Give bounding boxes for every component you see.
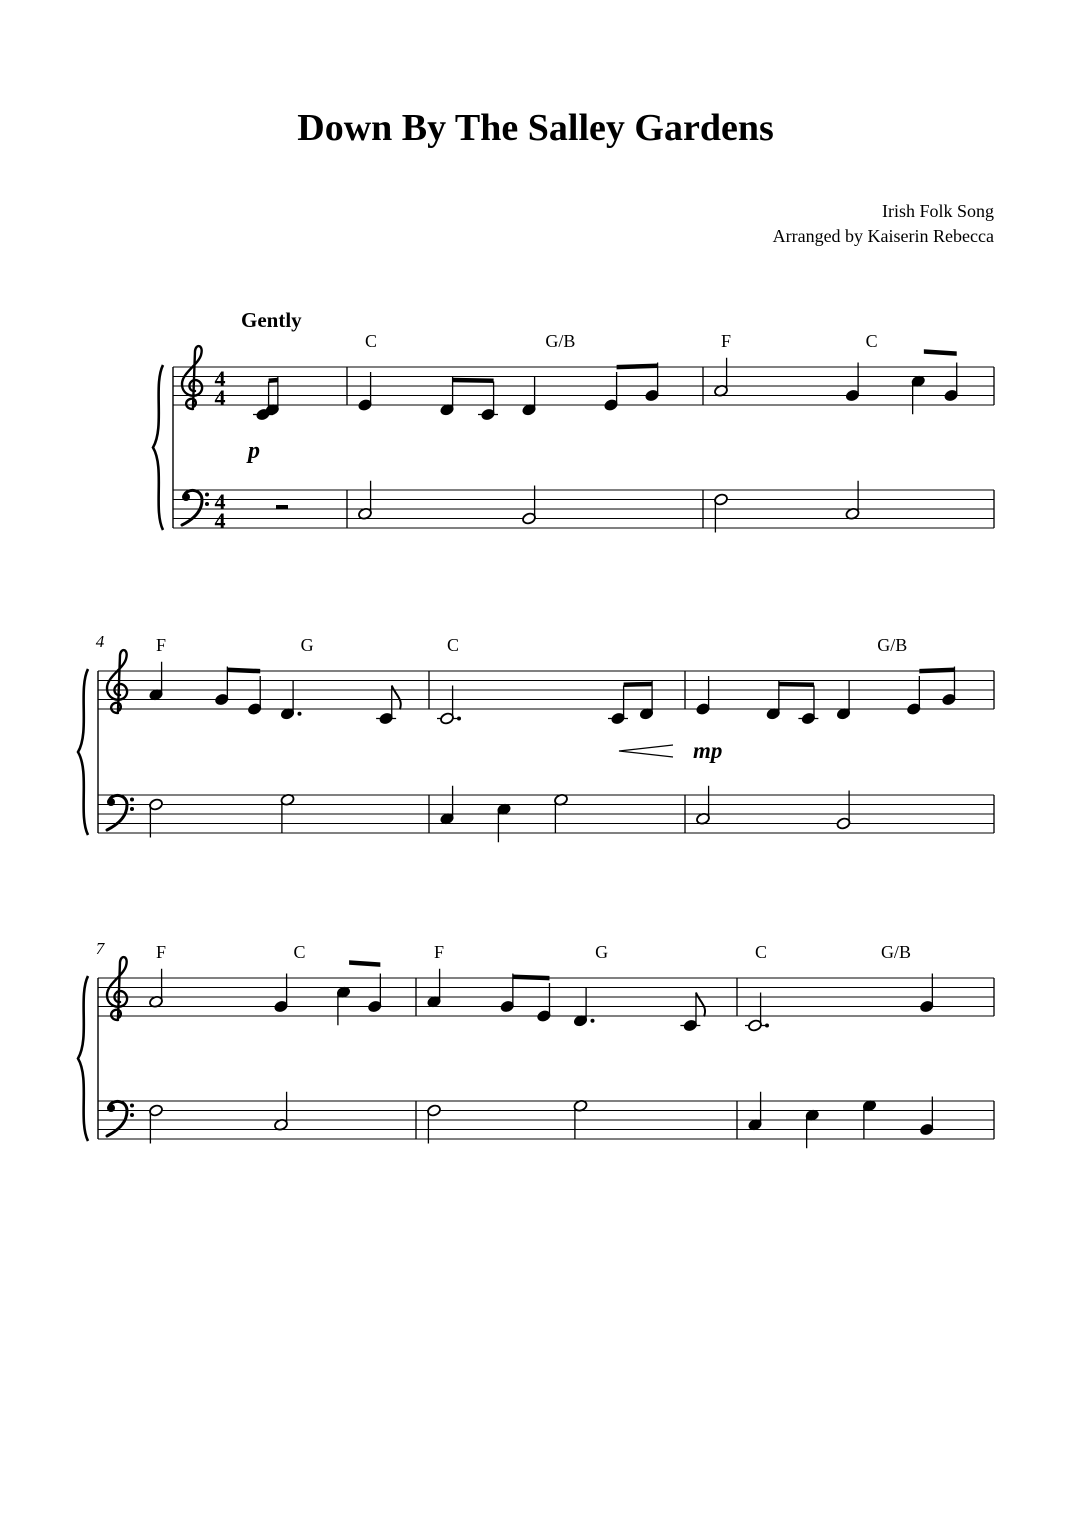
beam: [453, 378, 494, 383]
augmentation-dot: [591, 1019, 595, 1023]
beam: [227, 668, 260, 674]
chord-symbol: G/B: [545, 331, 576, 351]
brace: [153, 365, 163, 530]
bass-clef-dot: [205, 493, 209, 497]
time-signature-denominator: 4: [214, 385, 226, 410]
bass-clef-icon: [107, 795, 134, 830]
brace: [78, 669, 88, 835]
time-signature-numerator: 4: [214, 366, 226, 391]
chord-symbol: C: [365, 331, 378, 351]
half-rest-icon: [276, 505, 288, 510]
beam: [617, 364, 658, 370]
chord-symbol: G/B: [880, 942, 911, 962]
beam: [349, 960, 380, 967]
measure-number: 7: [95, 939, 105, 958]
treble-clef-path: [107, 957, 127, 1020]
beam: [924, 349, 957, 356]
page-title: Down By The Salley Gardens: [297, 107, 774, 149]
chord-symbol: F: [156, 942, 167, 962]
bass-clef-dot: [130, 1113, 134, 1117]
bass-clef-dot: [107, 1104, 115, 1112]
chord-symbol: C: [865, 331, 878, 351]
treble-clef-icon: [182, 346, 202, 409]
arranger-line: Arranged by Kaiserin Rebecca: [772, 226, 994, 246]
bass-clef-dot: [205, 502, 209, 506]
bass-clef-dot: [130, 798, 134, 802]
beam: [513, 975, 550, 981]
chord-symbol: C: [755, 942, 768, 962]
chord-symbol: C: [293, 942, 306, 962]
treble-clef-icon: [107, 957, 127, 1020]
eighth-flag: [696, 993, 705, 1017]
treble-clef-icon: [107, 650, 127, 713]
augmentation-dot: [298, 712, 302, 716]
time-signature-numerator: 4: [214, 489, 226, 514]
beam: [919, 668, 954, 674]
composer-line: Irish Folk Song: [881, 201, 994, 221]
brace: [78, 976, 88, 1141]
bass-clef-dot: [130, 1104, 134, 1108]
chord-symbol: G: [595, 942, 609, 962]
chord-symbol: G/B: [877, 635, 908, 655]
beam: [624, 682, 653, 687]
dynamic-p: p: [248, 438, 260, 464]
bass-clef-dot: [130, 807, 134, 811]
bass-clef-dot: [182, 493, 190, 501]
beam: [269, 378, 278, 383]
chord-symbol: F: [721, 331, 732, 351]
treble-clef-path: [182, 346, 202, 409]
beam: [779, 682, 814, 687]
time-signature-denominator: 4: [214, 508, 226, 533]
measure-number: 4: [95, 632, 105, 651]
crescendo-hairpin: [619, 745, 673, 757]
treble-clef-path: [107, 650, 127, 713]
augmentation-dot: [765, 1024, 769, 1028]
chord-symbol: C: [447, 635, 460, 655]
chord-symbol: G: [300, 635, 314, 655]
chord-symbol: F: [156, 635, 167, 655]
chord-symbol: F: [434, 942, 445, 962]
dynamic-mp: mp: [693, 738, 723, 763]
eighth-flag: [392, 686, 401, 710]
bass-clef-icon: [107, 1101, 134, 1136]
bass-clef-dot: [107, 798, 115, 806]
augmentation-dot: [457, 717, 461, 721]
bass-clef-icon: [182, 490, 209, 525]
tempo-marking: Gently: [241, 308, 302, 332]
